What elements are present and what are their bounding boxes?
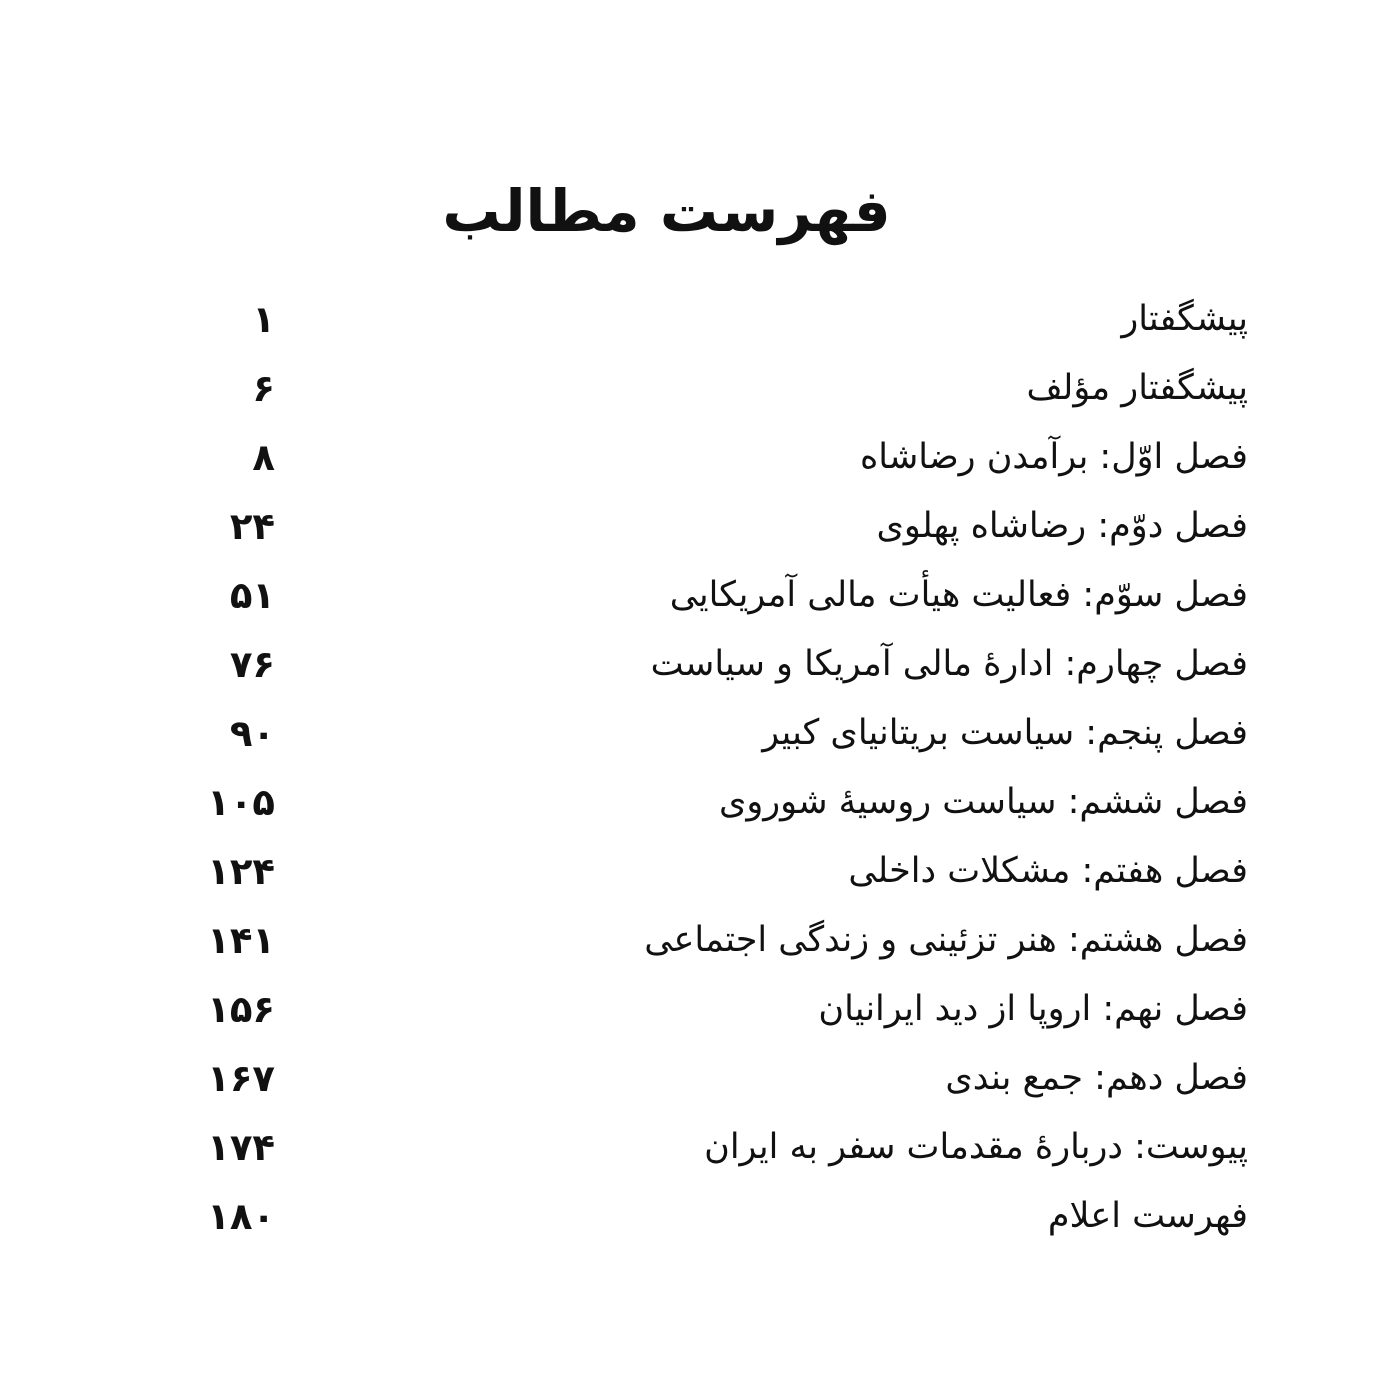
toc-entry-title: فصل دوّم: رضاشاه پهلوی — [876, 506, 1248, 546]
toc-entry-title: فصل سوّم: فعالیت هیأت مالی آمریکایی — [669, 575, 1248, 615]
toc-entry — [190, 1113, 1248, 1182]
toc-entry-title: فصل پنجم: سیاست بریتانیای کبیر — [762, 713, 1248, 753]
toc-entry-title: فصل ششم: سیاست روسیۀ شوروی — [718, 782, 1248, 822]
toc-entry-page-number: ۷۶ — [229, 643, 275, 686]
toc-entry — [190, 975, 1248, 1044]
toc-entry-title: فهرست اعلام — [1047, 1196, 1248, 1236]
toc-entry — [190, 630, 1248, 699]
toc-entry-title: فصل هشتم: هنر تزئینی و زندگی اجتماعی — [644, 920, 1248, 960]
page-title: فهرست مطالب — [442, 176, 891, 245]
toc-entry-page-number: ۱۰۵ — [207, 781, 275, 824]
toc-entry-title: فصل دهم: جمع بندی — [945, 1058, 1248, 1098]
toc-entry-page-number: ۲۴ — [229, 505, 275, 548]
toc-entry — [190, 768, 1248, 837]
toc-entry — [190, 561, 1248, 630]
toc-entry-page-number: ۱۶۷ — [207, 1057, 275, 1100]
toc-entry-title: فصل هفتم: مشکلات داخلی — [848, 851, 1248, 891]
toc-entry-page-number: ۱۷۴ — [207, 1126, 275, 1169]
toc-entry-title: فصل چهارم: ادارۀ مالی آمریکا و سیاست — [650, 644, 1248, 684]
toc-entry-page-number: ۱۲۴ — [207, 850, 275, 893]
toc-entry-page-number: ۱۴۱ — [207, 919, 275, 962]
toc-entry-title: فصل اوّل: برآمدن رضاشاه — [859, 437, 1248, 477]
toc-entry — [190, 1182, 1248, 1251]
toc-entry-page-number: ۶ — [252, 367, 275, 410]
toc-entry-title: فصل نهم: اروپا از دید ایرانیان — [818, 989, 1248, 1029]
toc-entry-title: پیشگفتار مؤلف — [1026, 368, 1248, 408]
toc-entry — [190, 285, 1248, 354]
toc-entry-title: پیشگفتار — [1121, 299, 1248, 339]
toc-entry-page-number: ۱۸۰ — [207, 1195, 275, 1238]
toc-entry-page-number: ۸ — [252, 436, 275, 479]
toc-entry-page-number: ۱۵۶ — [207, 988, 275, 1031]
toc-entry — [190, 699, 1248, 768]
toc-entry — [190, 354, 1248, 423]
toc-entry — [190, 837, 1248, 906]
toc-entry — [190, 1044, 1248, 1113]
toc-entry — [190, 492, 1248, 561]
toc-entry-page-number: ۹۰ — [229, 712, 275, 755]
toc-entry-title: پیوست: دربارۀ مقدمات سفر به ایران — [704, 1127, 1248, 1167]
toc-entry — [190, 423, 1248, 492]
toc-entry — [190, 906, 1248, 975]
table-of-contents — [190, 285, 1248, 1251]
toc-entry-page-number: ۱ — [252, 298, 275, 341]
toc-entry-page-number: ۵۱ — [229, 574, 275, 617]
